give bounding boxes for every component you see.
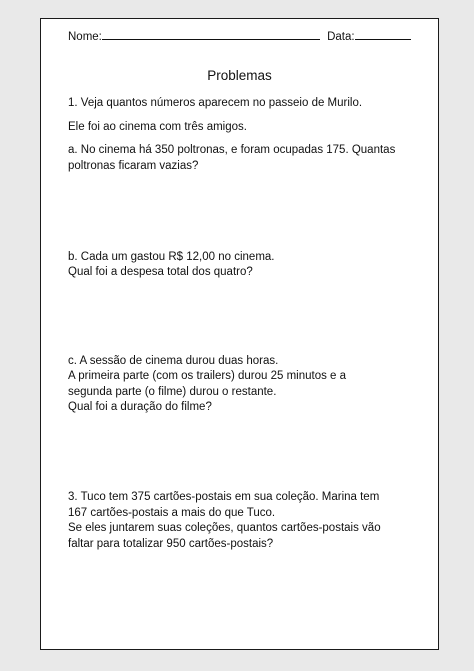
name-blank-line (102, 28, 320, 40)
problem-1-item-a: a. No cinema há 350 poltronas, e foram ocupadas 175. Quantas poltronas ficaram vazias? (68, 144, 396, 172)
page-title: Problemas (207, 68, 272, 83)
worksheet-page (40, 18, 439, 650)
problem-1-item-c-line3: Qual foi a duração do filme? (68, 401, 212, 413)
problem-1-item-c-line1: c. A sessão de cinema durou duas horas. (68, 355, 279, 367)
problem-1-item-b-line1: b. Cada um gastou R$ 12,00 no cinema. (68, 251, 275, 263)
date-label: Data: (327, 31, 355, 43)
header-fields (68, 28, 411, 43)
name-label: Nome: (68, 31, 102, 43)
problem-1-intro: 1. Veja quantos números aparecem no passeio de Murilo. (68, 97, 363, 109)
date-blank-line (355, 28, 411, 40)
problem-1-context: Ele foi ao cinema com três amigos. (68, 121, 247, 133)
problem-3-text: 3. Tuco tem 375 cartões-postais em sua coleção. Marina tem 167 cartões-postais a mais do que Tuco. Se eles juntarem suas coleções, quantos cartões-postais vão faltar para totalizar 950 cartões-postais? (68, 491, 381, 550)
problem-1-item-c-line2: A primeira parte (com os trailers) durou 25 minutos e a segunda parte (o filme) durou o restante. (68, 370, 347, 398)
problem-1-item-b-line2: Qual foi a despesa total dos quatro? (68, 266, 253, 278)
